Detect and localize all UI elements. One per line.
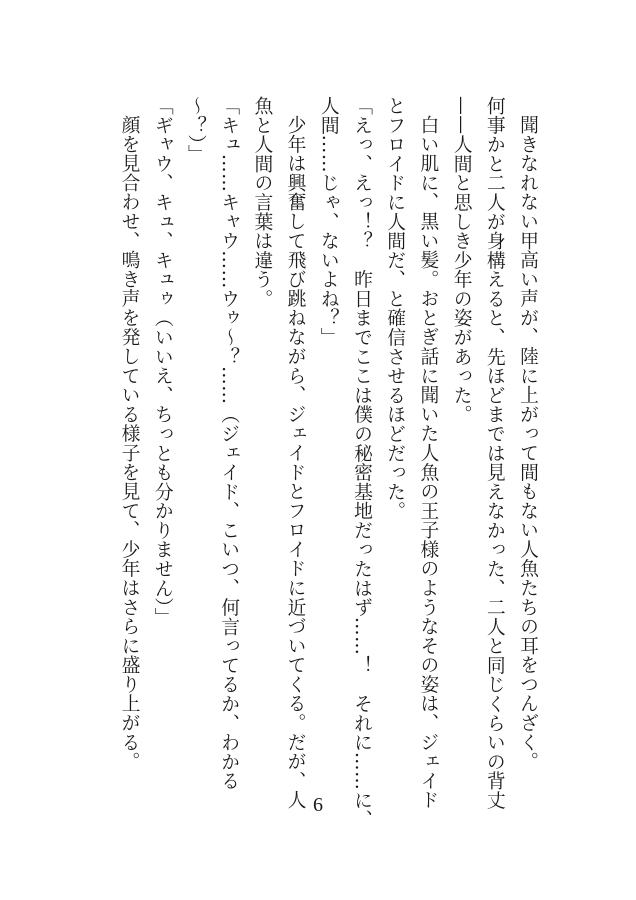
text-line: 聞きなれない甲高い声が、陸に上がって間もない人魚たちの耳をつんざく。 (517, 114, 538, 771)
vertical-text-body (112, 96, 544, 829)
text-line: ～？）」 (184, 96, 206, 164)
text-line: 人間……じゃ、ないよね？」 (317, 96, 339, 347)
text-line: 魚と人間の言葉は違う。 (251, 96, 273, 309)
text-line: 顔を見合わせ、鳴き声を発している様子を見て、少年はさらに盛り上がる。 (118, 114, 140, 771)
page-number: 6 (313, 794, 323, 816)
text-line: ——人間と思しき少年の姿があった。 (450, 96, 472, 424)
text-line: 「ギャウ、キュ、キュゥ（いいえ、ちっとも分かりません）」 (151, 96, 173, 627)
text-line: 少年は興奮して飛び跳ねながら、ジェイドとフロイドに近づいてくる。だが、人 (284, 114, 306, 810)
text-line: 「キュ……キャウ……ウゥ～？……（ジェイド、こいつ、何言ってるか、わかる (218, 96, 240, 791)
text-line: 白い肌に、黒い髪。おとぎ話に聞いた人魚の王子様のようなその姿は、ジェイド (417, 114, 439, 810)
text-line: 何事かと二人が身構えると、先ほどまでは見えなかった、二人と同じくらいの背丈 (483, 96, 505, 810)
text-line: 「えっ、えっ！？ 昨日までここは僕の秘密基地だったはず……！ それに……に、 (350, 96, 372, 829)
text-line: とフロイドに人間だ、と確信させるほどだった。 (384, 96, 406, 521)
